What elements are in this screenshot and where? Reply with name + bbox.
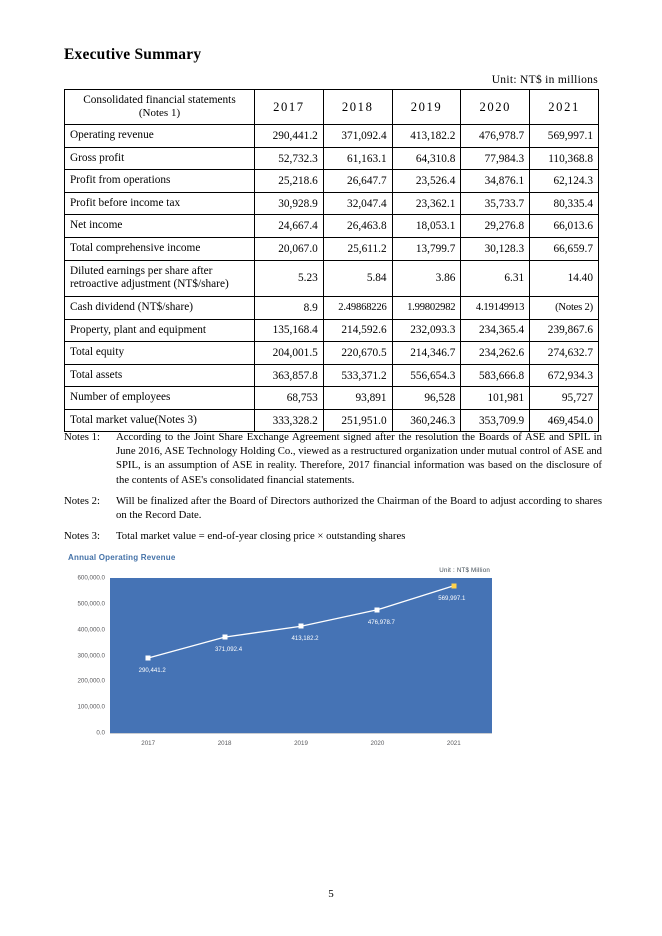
notes-section [64, 430, 602, 551]
row-label: Property, plant and equipment [65, 319, 255, 342]
row-value: 333,328.2 [255, 409, 324, 432]
table-row [65, 387, 599, 410]
row-value: 239,867.6 [530, 319, 599, 342]
row-value: 25,218.6 [255, 170, 324, 193]
row-label-line2: retroactive adjustment (NT$/share) [70, 278, 229, 291]
row-value: 32,047.4 [323, 192, 392, 215]
note-tag: Notes 3: [64, 530, 100, 543]
row-value: 5.23 [255, 260, 324, 297]
chart-x-tick: 2020 [370, 740, 385, 747]
table-row [65, 364, 599, 387]
row-value: 29,276.8 [461, 215, 530, 238]
row-value: 96,528 [392, 387, 461, 410]
chart-y-tick: 0.0 [96, 729, 105, 737]
chart-y-axis [64, 574, 108, 737]
row-value: 101,981 [461, 387, 530, 410]
note-tag: Notes 2: [64, 494, 100, 507]
row-value: 30,128.3 [461, 238, 530, 261]
page-number: 5 [328, 888, 334, 900]
row-label-line1: Diluted earnings per share after [70, 264, 213, 277]
row-value: 95,727 [530, 387, 599, 410]
table-row [65, 319, 599, 342]
row-label [65, 260, 255, 297]
row-value: 20,067.0 [255, 238, 324, 261]
chart-data-marker [299, 624, 304, 629]
row-value: 30,928.9 [255, 192, 324, 215]
row-value: 24,667.4 [255, 215, 324, 238]
row-value: 569,997.1 [530, 125, 599, 148]
table-row [65, 342, 599, 365]
row-value: 672,934.3 [530, 364, 599, 387]
financial-summary-table [64, 89, 599, 432]
row-value: 110,368.8 [530, 147, 599, 170]
row-value: 8.9 [255, 297, 324, 320]
table-header-label-main: Consolidated financial statements [83, 94, 236, 106]
chart-data-label: 413,182.2 [291, 635, 319, 643]
table-header-year-2021: 2021 [530, 90, 599, 125]
row-value: 77,984.3 [461, 147, 530, 170]
chart-x-tick: 2017 [141, 740, 156, 747]
chart-data-marker [222, 635, 227, 640]
chart-data-marker [451, 583, 456, 588]
note-text: Will be finalized after the Board of Directors authorized the Chairman of the Board to adjust according to shares on the Record Date. [116, 494, 602, 522]
row-label: Total assets [65, 364, 255, 387]
row-value: 214,346.7 [392, 342, 461, 365]
chart-data-marker [375, 607, 380, 612]
row-value: 220,670.5 [323, 342, 392, 365]
row-value: 232,093.3 [392, 319, 461, 342]
row-value: 353,709.9 [461, 409, 530, 432]
row-value: 3.86 [392, 260, 461, 297]
table-row [65, 297, 599, 320]
chart-axis-divider [110, 733, 492, 734]
row-value: 61,163.1 [323, 147, 392, 170]
row-value: 68,753 [255, 387, 324, 410]
table-row [65, 409, 599, 432]
chart-x-tick: 2018 [217, 740, 232, 747]
chart-data-label: 371,092.4 [215, 646, 243, 654]
page-title: Executive Summary [64, 46, 202, 63]
row-value: 23,526.4 [392, 170, 461, 193]
note-text: Total market value = end-of-year closing price × outstanding shares [116, 530, 406, 543]
row-label: Total equity [65, 342, 255, 365]
note-tag: Notes 1: [64, 431, 100, 443]
row-value: 135,168.4 [255, 319, 324, 342]
row-value: 6.31 [461, 260, 530, 297]
note-item [64, 430, 602, 487]
chart-y-tick: 500,000.0 [77, 600, 105, 608]
row-value: 469,454.0 [530, 409, 599, 432]
row-value: 204,001.5 [255, 342, 324, 365]
row-value: 66,013.6 [530, 215, 599, 238]
row-value: 363,857.8 [255, 364, 324, 387]
note-item [64, 494, 602, 522]
row-value: 4.19149913 [461, 297, 530, 320]
row-label: Total market value(Notes 3) [65, 409, 255, 432]
table-row [65, 238, 599, 261]
chart-y-tick: 200,000.0 [77, 677, 105, 685]
row-value: 66,659.7 [530, 238, 599, 261]
table-header-year-2019: 2019 [392, 90, 461, 125]
row-value: 80,335.4 [530, 192, 599, 215]
row-value: 23,362.1 [392, 192, 461, 215]
table-header-row [65, 90, 599, 125]
chart-y-tick: 400,000.0 [77, 626, 105, 634]
row-value: 52,732.3 [255, 147, 324, 170]
row-value: 214,592.6 [323, 319, 392, 342]
row-value: 62,124.3 [530, 170, 599, 193]
chart-data-marker [146, 655, 151, 660]
row-value: 93,891 [323, 387, 392, 410]
table-unit-note: Unit: NT$ in millions [491, 74, 598, 86]
chart-data-label: 290,441.2 [138, 666, 166, 674]
chart-line-svg [110, 578, 492, 733]
row-value: 2.49868226 [323, 297, 392, 320]
row-value: 556,654.3 [392, 364, 461, 387]
table-row [65, 215, 599, 238]
chart-x-axis [110, 737, 492, 753]
row-value: (Notes 2) [530, 297, 599, 320]
row-value: 413,182.2 [392, 125, 461, 148]
row-value: 14.40 [530, 260, 599, 297]
table-header-label [65, 90, 255, 125]
row-value: 234,365.4 [461, 319, 530, 342]
row-value: 533,371.2 [323, 364, 392, 387]
row-value: 371,092.4 [323, 125, 392, 148]
note-item [64, 529, 602, 543]
table-header-year-2017: 2017 [255, 90, 324, 125]
chart-unit-label: Unit : NT$ Million [439, 567, 490, 574]
row-label: Cash dividend (NT$/share) [65, 297, 255, 320]
table-row [65, 170, 599, 193]
row-value: 35,733.7 [461, 192, 530, 215]
row-label: Number of employees [65, 387, 255, 410]
chart-plot-area [110, 578, 492, 733]
row-value: 476,978.7 [461, 125, 530, 148]
note-text: According to the Joint Share Exchange Agreement signed after the resolution the Boards of ASE and SPIL in June 2016, ASE Technology Holding Co., viewed as a restructured organization under mutual control of ASE and SPIL, is an assumption of ASE in reality. Therefore, 2017 financial information was based on the disclosure of the contents of ASE's consolidated financial statements. [116, 431, 602, 486]
table-header-year-2018: 2018 [323, 90, 392, 125]
annual-operating-revenue-chart [64, 553, 498, 773]
row-value: 26,647.7 [323, 170, 392, 193]
row-value: 13,799.7 [392, 238, 461, 261]
table-row [65, 125, 599, 148]
row-value: 64,310.8 [392, 147, 461, 170]
row-label: Gross profit [65, 147, 255, 170]
chart-y-tick: 100,000.0 [77, 703, 105, 711]
chart-data-label: 476,978.7 [367, 618, 395, 626]
chart-y-tick: 600,000.0 [77, 574, 105, 582]
chart-y-tick: 300,000.0 [77, 652, 105, 659]
chart-title: Annual Operating Revenue [68, 553, 176, 562]
row-label: Profit from operations [65, 170, 255, 193]
row-value: 25,611.2 [323, 238, 392, 261]
table-row [65, 260, 599, 297]
chart-x-tick: 2021 [446, 740, 461, 747]
chart-data-label: 569,997.1 [438, 594, 466, 602]
row-value: 234,262.6 [461, 342, 530, 365]
chart-x-tick: 2019 [294, 740, 308, 747]
row-value: 34,876.1 [461, 170, 530, 193]
table-row [65, 192, 599, 215]
row-value: 290,441.2 [255, 125, 324, 148]
row-value: 18,053.1 [392, 215, 461, 238]
row-label: Total comprehensive income [65, 238, 255, 261]
table-header-year-2020: 2020 [461, 90, 530, 125]
row-label: Operating revenue [65, 125, 255, 148]
row-value: 583,666.8 [461, 364, 530, 387]
table-row [65, 147, 599, 170]
table-header-label-sub: (Notes 1) [138, 107, 181, 120]
row-value: 1.99802982 [392, 297, 461, 320]
row-value: 251,951.0 [323, 409, 392, 432]
row-label: Profit before income tax [65, 192, 255, 215]
row-value: 360,246.3 [392, 409, 461, 432]
row-value: 26,463.8 [323, 215, 392, 238]
row-value: 5.84 [323, 260, 392, 297]
row-label: Net income [65, 215, 255, 238]
row-value: 274,632.7 [530, 342, 599, 365]
